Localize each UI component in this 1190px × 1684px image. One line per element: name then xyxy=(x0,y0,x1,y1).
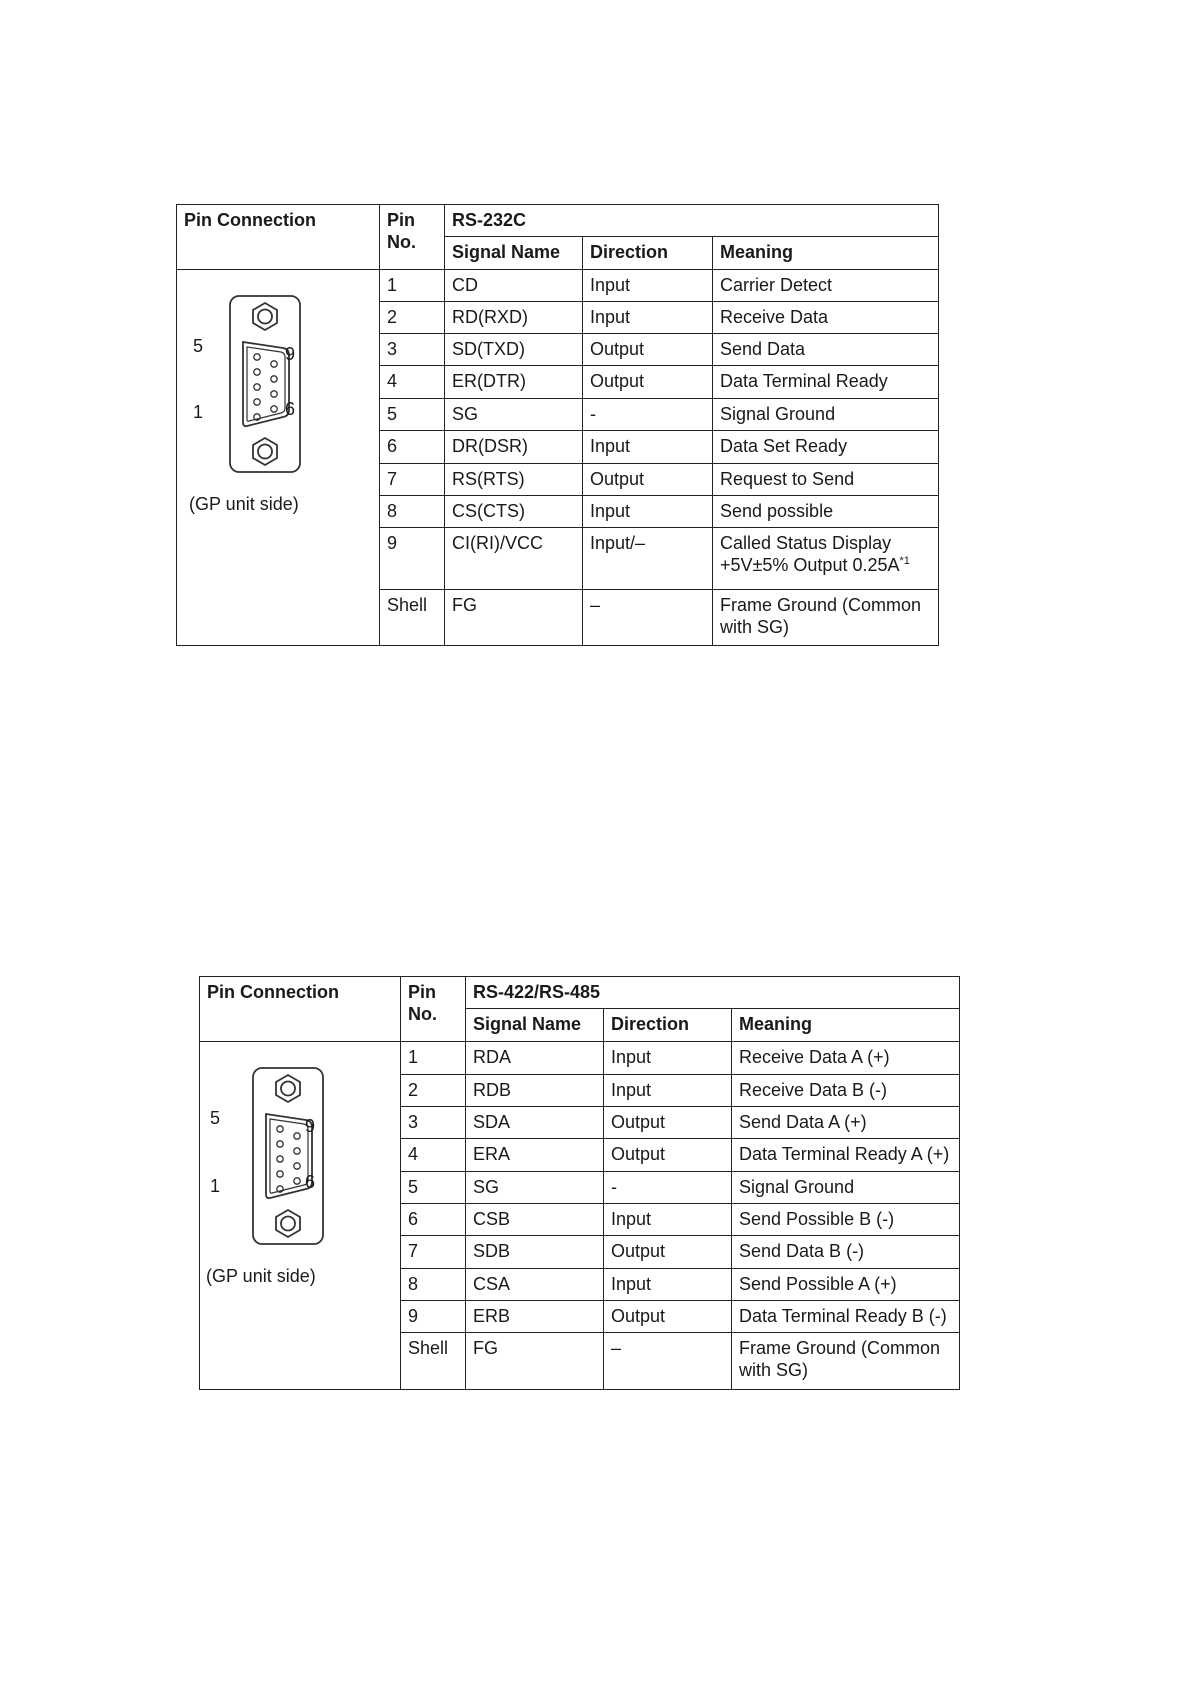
meaning-cell: Signal Ground xyxy=(732,1172,960,1204)
pin-label-1: 1 xyxy=(210,1176,221,1196)
direction-cell: Input/– xyxy=(583,528,713,590)
direction-cell: Output xyxy=(583,334,713,366)
pin-label-1: 1 xyxy=(193,402,204,422)
pin-no-header xyxy=(380,205,445,270)
signal-cell: RDB xyxy=(466,1075,604,1107)
pin-no-header-line1: Pin xyxy=(408,982,437,1002)
pin-hole-9 xyxy=(294,1178,300,1184)
pin-connection-header: Pin Connection xyxy=(200,977,401,1042)
pin-cell: 9 xyxy=(380,528,445,590)
pin-label-6: 6 xyxy=(285,399,296,419)
meaning-cell: Receive Data A (+) xyxy=(732,1042,960,1075)
pin-hole-6 xyxy=(271,361,277,367)
meaning-cell: Send possible xyxy=(713,496,939,528)
direction-cell: Output xyxy=(583,464,713,496)
meaning-cell: Signal Ground xyxy=(713,399,939,431)
direction-cell: Output xyxy=(604,1107,732,1139)
pin-cell: 6 xyxy=(380,431,445,464)
pin-label-9: 9 xyxy=(305,1116,316,1136)
interface-header: RS-232C xyxy=(445,205,939,237)
direction-cell: - xyxy=(604,1172,732,1204)
pin-no-header-line2: No. xyxy=(387,231,416,252)
direction-cell: – xyxy=(583,590,713,646)
meaning-cell: Receive Data xyxy=(713,302,939,334)
pin-hole-2 xyxy=(254,369,260,375)
direction-cell: Input xyxy=(604,1204,732,1236)
direction-cell: Input xyxy=(583,496,713,528)
signal-cell: CSB xyxy=(466,1204,604,1236)
pin-hole-2 xyxy=(277,1141,283,1147)
pin-cell: 2 xyxy=(380,302,445,334)
meaning-cell: Send Possible B (-) xyxy=(732,1204,960,1236)
pin-hole-8 xyxy=(271,391,277,397)
signal-name-header: Signal Name xyxy=(466,1009,604,1042)
pin-hole-3 xyxy=(254,384,260,390)
pin-cell: Shell xyxy=(401,1333,466,1390)
footnote-marker: *1 xyxy=(899,554,910,567)
signal-cell: ER(DTR) xyxy=(445,366,583,399)
rs422-485-pin-table xyxy=(199,976,960,1390)
pin-cell: 5 xyxy=(380,399,445,431)
meaning-cell: Carrier Detect xyxy=(713,270,939,302)
signal-cell: SG xyxy=(445,399,583,431)
direction-cell: Input xyxy=(604,1042,732,1075)
db9-connector-icon xyxy=(214,1064,334,1254)
pin-hole-9 xyxy=(271,406,277,412)
pin-hole-7 xyxy=(294,1148,300,1154)
pin-cell: 9 xyxy=(401,1301,466,1333)
pin-hole-7 xyxy=(271,376,277,382)
direction-header: Direction xyxy=(583,237,713,270)
meaning-cell xyxy=(713,528,939,590)
meaning-cell: Request to Send xyxy=(713,464,939,496)
gp-unit-side-caption: (GP unit side) xyxy=(206,1266,316,1286)
meaning-cell: Frame Ground (Common with SG) xyxy=(713,590,939,646)
direction-cell: Input xyxy=(604,1075,732,1107)
pin-no-header-line2: No. xyxy=(408,1003,437,1024)
signal-cell: CI(RI)/VCC xyxy=(445,528,583,590)
meaning-line1: Called Status Display xyxy=(720,533,892,553)
pin-hole-4 xyxy=(277,1171,283,1177)
pin-label-6: 6 xyxy=(305,1172,316,1192)
signal-cell: ERA xyxy=(466,1139,604,1172)
pin-no-header-line1: Pin xyxy=(387,210,416,230)
signal-cell: RD(RXD) xyxy=(445,302,583,334)
direction-cell: - xyxy=(583,399,713,431)
pin-cell: 8 xyxy=(401,1269,466,1301)
meaning-line2: +5V±5% Output 0.25A xyxy=(720,554,900,575)
pin-cell: 1 xyxy=(401,1042,466,1075)
signal-cell: SG xyxy=(466,1172,604,1204)
pin-cell: 3 xyxy=(380,334,445,366)
meaning-cell: Data Terminal Ready A (+) xyxy=(732,1139,960,1172)
direction-cell: Input xyxy=(583,270,713,302)
pin-cell: 2 xyxy=(401,1075,466,1107)
meaning-cell: Send Data xyxy=(713,334,939,366)
pin-hole-1 xyxy=(254,354,260,360)
pin-label-5: 5 xyxy=(193,336,204,356)
meaning-header: Meaning xyxy=(713,237,939,270)
meaning-cell: Data Terminal Ready xyxy=(713,366,939,399)
meaning-cell: Data Set Ready xyxy=(713,431,939,464)
pin-label-5: 5 xyxy=(210,1108,221,1128)
pin-hole-1 xyxy=(277,1126,283,1132)
direction-cell: Input xyxy=(583,431,713,464)
pin-cell: 3 xyxy=(401,1107,466,1139)
direction-header: Direction xyxy=(604,1009,732,1042)
rs232c-pin-table xyxy=(176,204,939,646)
signal-name-header: Signal Name xyxy=(445,237,583,270)
pin-connection-diagram xyxy=(200,1042,401,1390)
interface-header: RS-422/RS-485 xyxy=(466,977,960,1009)
signal-cell: CS(CTS) xyxy=(445,496,583,528)
pin-label-9: 9 xyxy=(285,344,296,364)
meaning-cell: Send Data B (-) xyxy=(732,1236,960,1269)
signal-cell: SD(TXD) xyxy=(445,334,583,366)
meaning-header: Meaning xyxy=(732,1009,960,1042)
pin-cell: 5 xyxy=(401,1172,466,1204)
meaning-cell: Frame Ground (Common with SG) xyxy=(732,1333,960,1390)
direction-cell: Output xyxy=(583,366,713,399)
pin-cell: 4 xyxy=(401,1139,466,1172)
pin-cell: 7 xyxy=(380,464,445,496)
pin-cell: 7 xyxy=(401,1236,466,1269)
gp-unit-side-caption: (GP unit side) xyxy=(189,494,299,514)
pin-connection-diagram xyxy=(177,270,380,646)
signal-cell: DR(DSR) xyxy=(445,431,583,464)
pin-hole-6 xyxy=(294,1133,300,1139)
db9-connector-icon xyxy=(191,292,311,482)
direction-cell: Output xyxy=(604,1236,732,1269)
pin-cell: 4 xyxy=(380,366,445,399)
meaning-cell: Send Possible A (+) xyxy=(732,1269,960,1301)
direction-cell: Output xyxy=(604,1301,732,1333)
meaning-cell: Receive Data B (-) xyxy=(732,1075,960,1107)
signal-cell: CD xyxy=(445,270,583,302)
signal-cell: SDB xyxy=(466,1236,604,1269)
meaning-cell: Data Terminal Ready B (-) xyxy=(732,1301,960,1333)
pin-connection-header: Pin Connection xyxy=(177,205,380,270)
signal-cell: CSA xyxy=(466,1269,604,1301)
pin-hole-8 xyxy=(294,1163,300,1169)
signal-cell: FG xyxy=(466,1333,604,1390)
pin-no-header xyxy=(401,977,466,1042)
meaning-cell: Send Data A (+) xyxy=(732,1107,960,1139)
pin-hole-3 xyxy=(277,1156,283,1162)
pin-cell: Shell xyxy=(380,590,445,646)
signal-cell: ERB xyxy=(466,1301,604,1333)
direction-cell: Input xyxy=(583,302,713,334)
pin-cell: 8 xyxy=(380,496,445,528)
direction-cell: Output xyxy=(604,1139,732,1172)
signal-cell: FG xyxy=(445,590,583,646)
pin-cell: 1 xyxy=(380,270,445,302)
direction-cell: – xyxy=(604,1333,732,1390)
direction-cell: Input xyxy=(604,1269,732,1301)
signal-cell: RDA xyxy=(466,1042,604,1075)
pin-cell: 6 xyxy=(401,1204,466,1236)
signal-cell: RS(RTS) xyxy=(445,464,583,496)
pin-hole-4 xyxy=(254,399,260,405)
signal-cell: SDA xyxy=(466,1107,604,1139)
